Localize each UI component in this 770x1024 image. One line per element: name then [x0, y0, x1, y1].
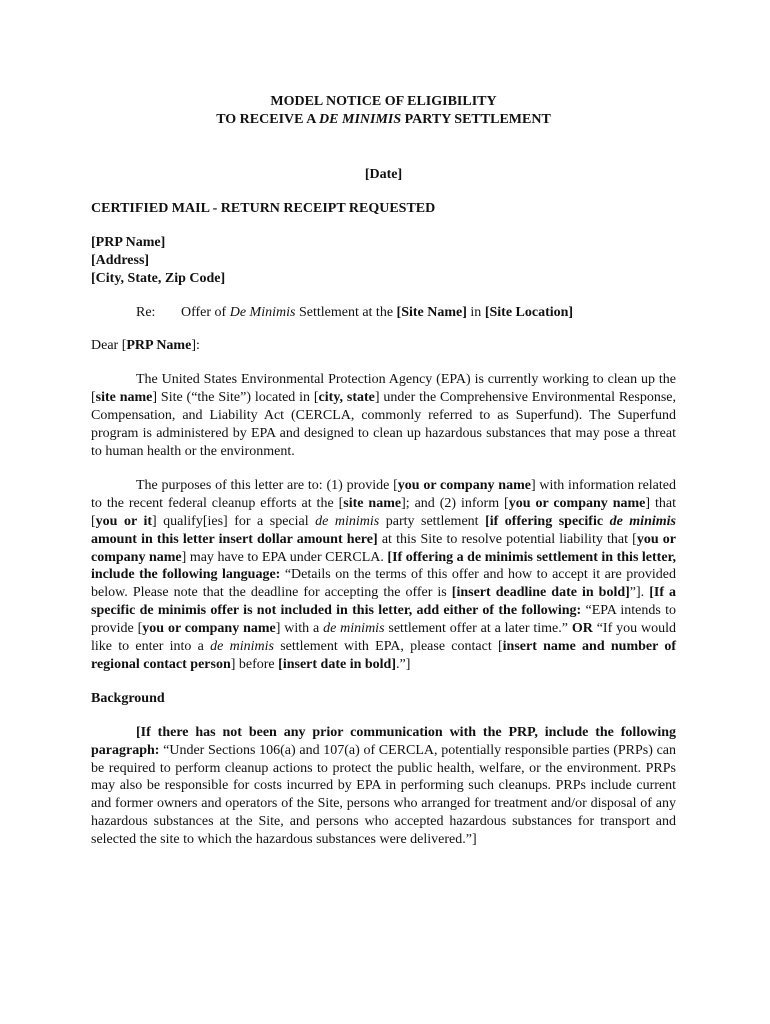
recipient-name: [PRP Name]: [91, 234, 166, 250]
text-run: The United States Environmental Protection Agency (EPA) is currently working to clean up the [: [91, 372, 676, 406]
subject-site-name: [Site Name]: [396, 304, 467, 320]
italic-run: de minimis: [323, 621, 385, 637]
bold-run: you or company name: [91, 531, 677, 565]
bold-run: site name: [95, 390, 153, 406]
text-run: ]; and (2) inform [: [401, 495, 509, 511]
text-run: settlement with EPA, please contact [: [273, 639, 503, 655]
background-paragraph: [91, 724, 676, 849]
text-run: ] may have to EPA under CERCLA.: [181, 549, 388, 565]
subject-text-c: in: [466, 304, 485, 320]
text-run: “Under Sections 106(a) and 107(a) of CERCLA, potentially responsible parties (PRPs) can be required to perform cleanup actions to protect the public health, welfare, or the environment. PRPs may also be responsible for costs incurred by EPA in performing such cleanups. PRPs include current and former owners and operators of the Site, persons who arranged for treatment and/or disposal of any hazardous substances at the Site, and persons who accepted hazardous substances for transport and selected the site to which the hazardous substances were delivered.”]: [91, 742, 676, 848]
text-run: The purposes of this letter are to: (1) provide [: [136, 477, 398, 493]
bold-run: [If a specific de minimis offer is not included in this letter, add either of the following:: [91, 585, 676, 619]
subject-text-italic: De Minimis: [229, 304, 296, 320]
salutation-start: Dear [: [91, 338, 127, 354]
bold-run: you or company name: [397, 477, 531, 493]
document-title: [91, 93, 676, 128]
italic-run: de minimis: [315, 513, 380, 529]
text-run: ] with information related to the recent federal cleanup efforts at the [: [91, 477, 677, 511]
bold-run: [insert deadline date in bold]: [451, 585, 630, 601]
bold-run: OR: [571, 621, 593, 637]
text-run: ] before: [230, 656, 279, 672]
salutation: [91, 337, 676, 355]
intro-paragraph: [91, 371, 676, 461]
text-run: ] qualify[ies] for a special: [152, 513, 316, 529]
bold-run: [if offering specific: [485, 513, 610, 529]
letter-date: [Date]: [364, 167, 403, 182]
certified-mail-line: CERTIFIED MAIL - RETURN RECEIPT REQUESTED: [91, 200, 436, 216]
bold-run: city, state: [318, 390, 375, 406]
bold-run: [insert date in bold]: [278, 656, 396, 672]
title-line-2: [91, 111, 676, 129]
subject-line: [91, 304, 676, 322]
subject-text-a: Offer of: [181, 304, 230, 320]
bold-run: [If offering a de minimis settlement in this letter, include the following language:: [91, 549, 676, 583]
text-run: party settlement: [379, 513, 486, 529]
bold-run: insert name and number of regional contact person: [91, 639, 676, 672]
text-run: “If you would like to enter into a: [91, 621, 676, 655]
subject-site-location: [Site Location]: [484, 304, 574, 320]
title-line-2-italic: DE MINIMIS: [319, 111, 402, 127]
text-run: ] that [: [91, 495, 677, 529]
text-run: “Details on the terms of this offer and how to accept it are provided below. Please note that the deadline for accepting the offer is: [91, 567, 676, 601]
recipient-city: [City, State, Zip Code]: [91, 270, 226, 286]
subject-text: [181, 304, 573, 322]
recipient-street: [Address]: [91, 252, 150, 268]
bold-run: you or company name: [142, 621, 276, 637]
title-line-2-end: PARTY SETTLEMENT: [401, 111, 551, 127]
bold-run: [If there has not been any prior communication with the PRP, include the following paragraph:: [91, 724, 676, 758]
text-run: ] Site (“the Site”) located in [: [152, 390, 319, 406]
text-run: “EPA intends to provide [: [91, 603, 676, 637]
text-run: ] under the Comprehensive Environmental Response, Compensation, and Liability Act (CERCLA, commonly referred to as Superfund). The Superfund program is administered by EPA and designed to clean up hazardous substances that may pose a threat to human health or the environment.: [91, 390, 676, 459]
subject-label: Re:: [136, 304, 156, 320]
salutation-name: PRP Name: [126, 338, 192, 354]
background-heading: Background: [91, 690, 165, 706]
text-run: ”].: [629, 585, 650, 601]
title-line-1: MODEL NOTICE OF ELIGIBILITY: [270, 94, 497, 109]
bold-italic-run: de minimis: [609, 513, 676, 529]
subject-text-b: Settlement at the: [295, 304, 397, 320]
text-run: .”]: [396, 656, 411, 672]
salutation-end: ]:: [191, 338, 200, 354]
text-run: settlement offer at a later time.”: [384, 621, 572, 637]
bold-run: site name: [343, 495, 402, 511]
text-run: at this Site to resolve potential liability that [: [377, 531, 637, 547]
purpose-paragraph: [91, 477, 676, 674]
bold-run: you or it: [95, 513, 152, 529]
recipient-address: [91, 234, 676, 288]
title-line-2-start: TO RECEIVE A: [216, 111, 320, 127]
italic-run: de minimis: [210, 639, 274, 655]
bold-run: amount in this letter insert dollar amount here]: [91, 531, 378, 547]
text-run: ] with a: [275, 621, 324, 637]
bold-run: you or company name: [508, 495, 646, 511]
